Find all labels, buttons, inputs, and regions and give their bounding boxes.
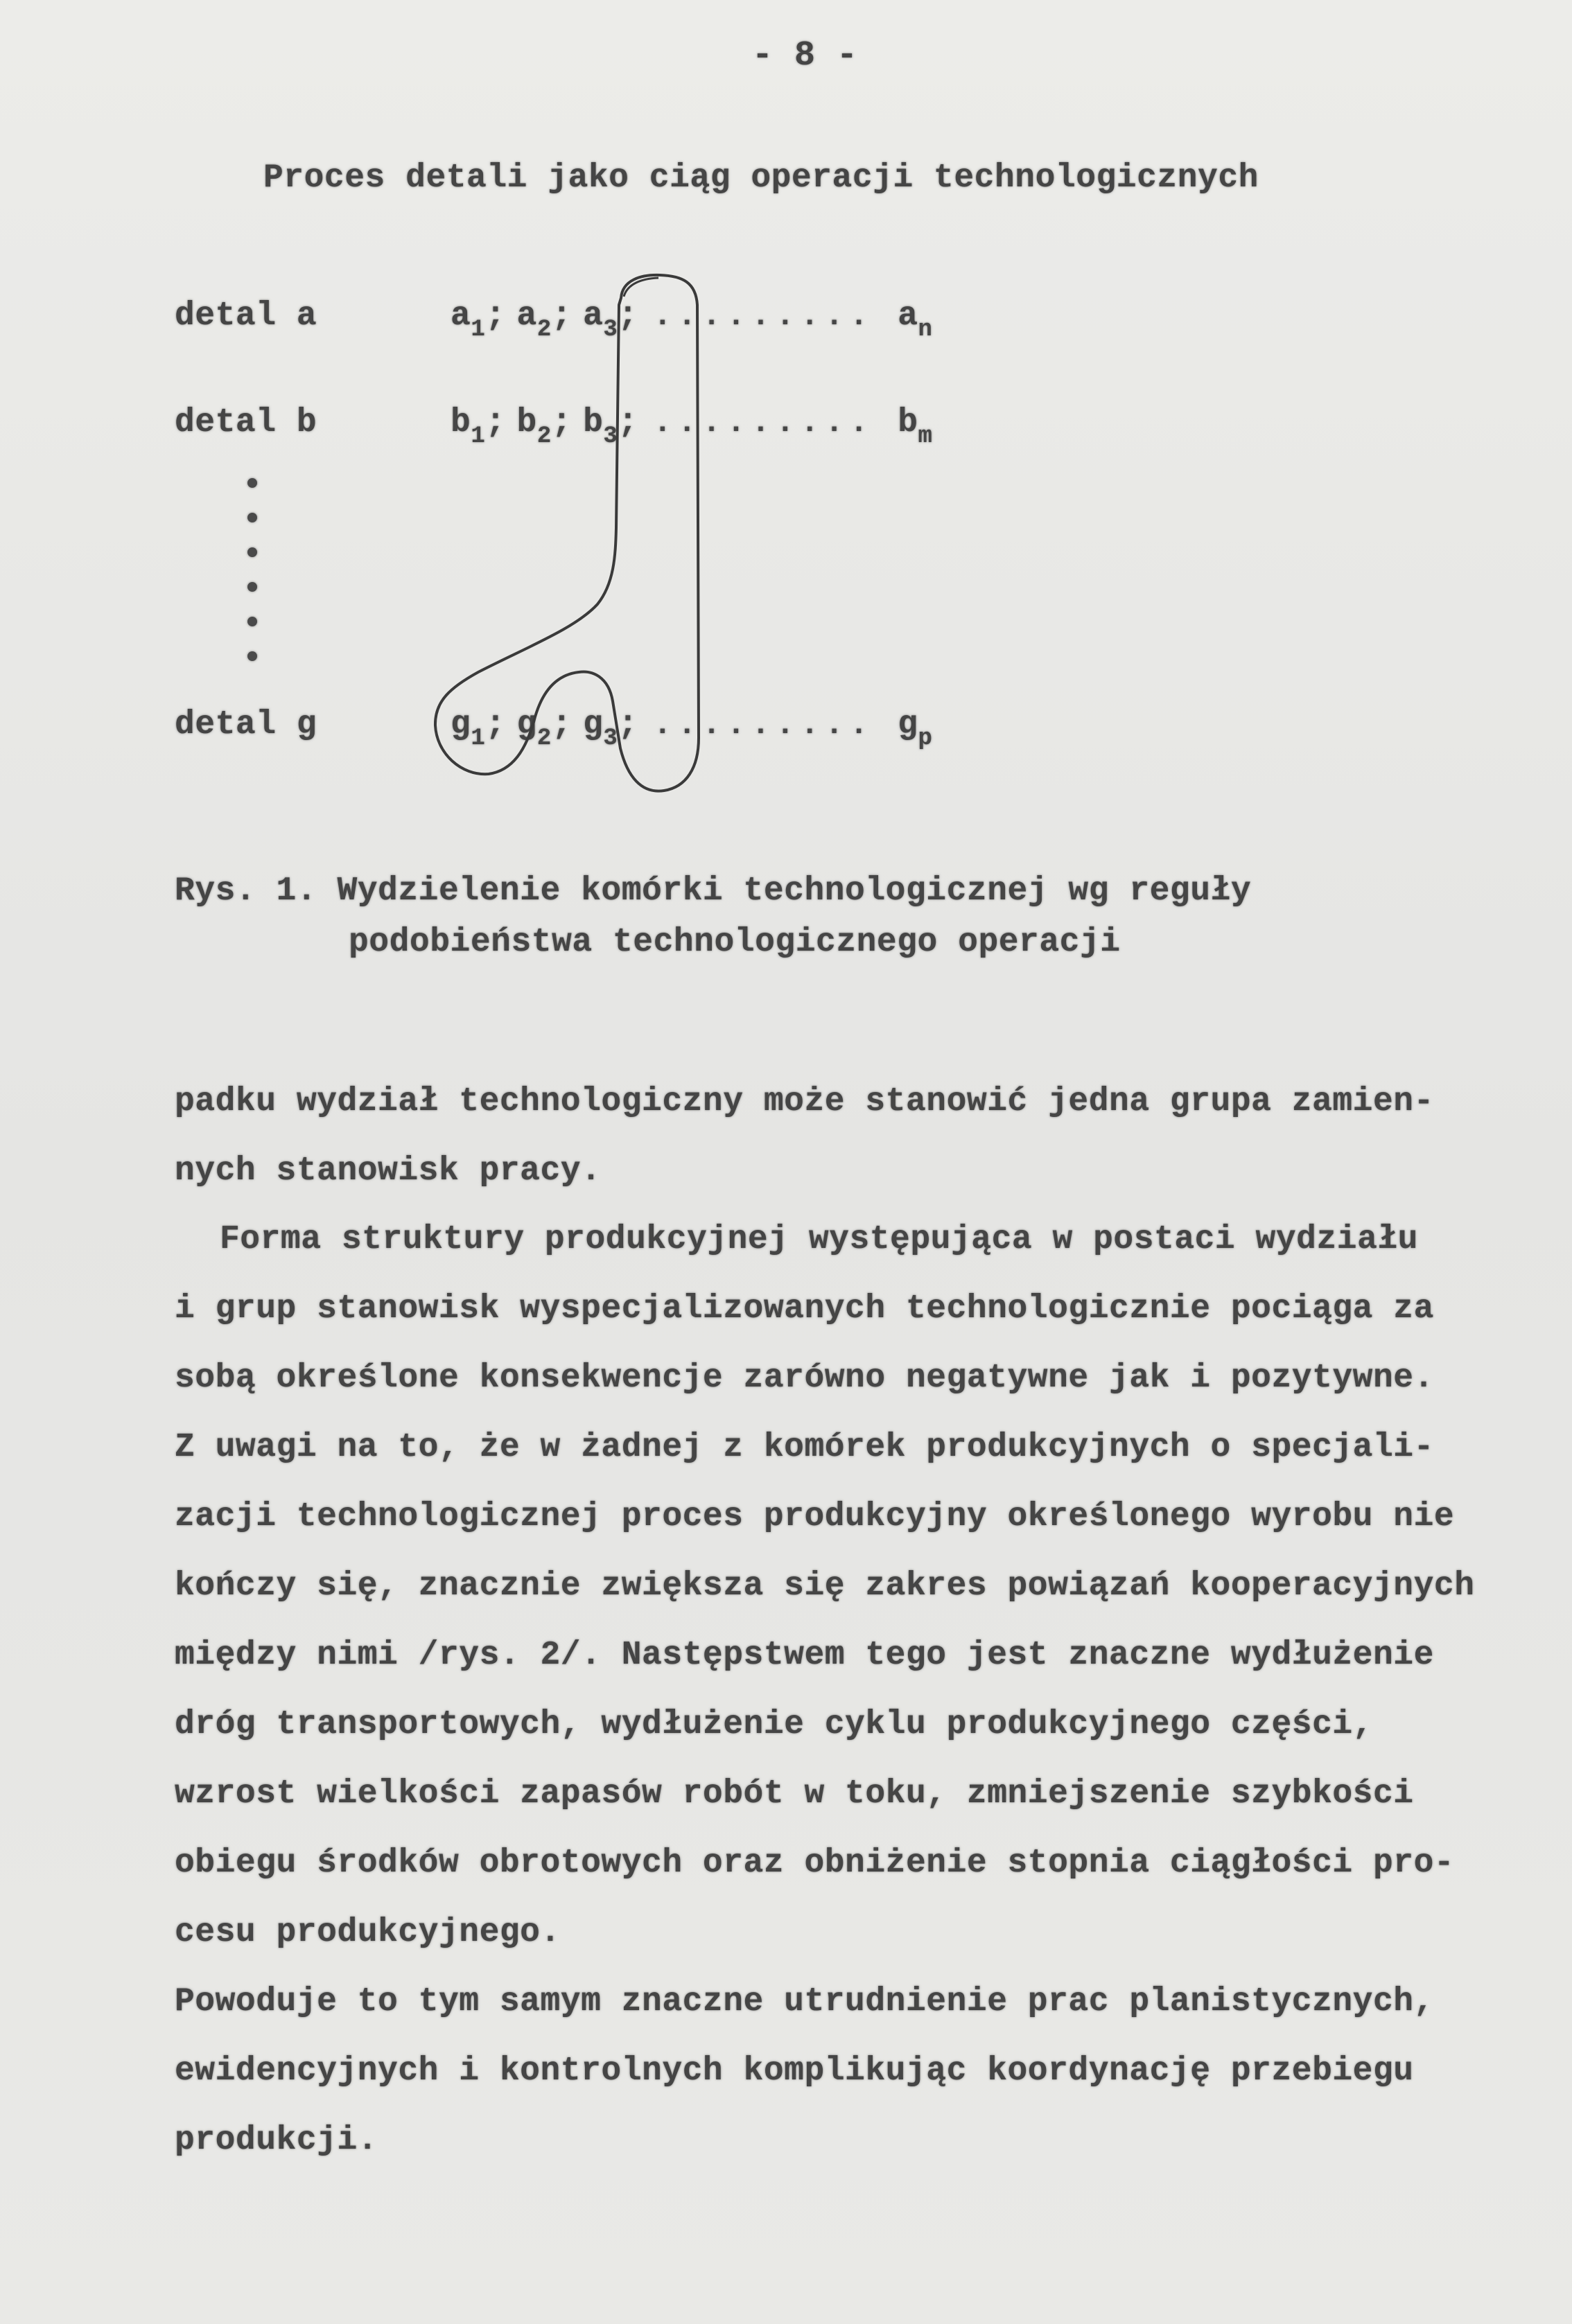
- item-subscript: 3: [603, 725, 618, 752]
- item-base: b: [516, 404, 537, 441]
- dots-b: .........: [653, 406, 875, 441]
- body-line: Z uwagi na to, że w żadnej z komórek produkcyjnych o specjali-: [175, 1429, 1434, 1466]
- item-subscript: 2: [536, 725, 552, 752]
- page-number: - 8 -: [752, 36, 858, 76]
- item-separator: ;: [618, 297, 638, 335]
- row-items-g: [451, 706, 933, 752]
- body-line: produkcji.: [175, 2122, 378, 2159]
- body-line: i grup stanowisk wyspecjalizowanych technologicznie pociąga za: [175, 1290, 1434, 1328]
- item-base: b: [898, 404, 918, 441]
- body-line: dróg transportowych, wydłużenie cyklu produkcyjnego części,: [175, 1706, 1373, 1743]
- item-subscript: 1: [471, 423, 486, 450]
- item-separator: ;: [551, 297, 573, 335]
- dots-g: .........: [653, 708, 875, 743]
- body-line: sobą określone konsekwencje zarówno negatywne jak i pozytywne.: [175, 1359, 1434, 1397]
- item-base: b: [583, 404, 604, 441]
- body-line: ewidencyjnych i kontrolnych komplikując koordynację przebiegu: [175, 2052, 1414, 2090]
- figure-caption-line-2: podobieństwa technologicznego operacji: [349, 924, 1121, 961]
- item-a3: [583, 297, 649, 343]
- item-subscript: 1: [471, 317, 486, 343]
- item-base: g: [516, 706, 537, 743]
- body-line: między nimi /rys. 2/. Następstwem tego jest znaczne wydłużenie: [175, 1637, 1434, 1674]
- item-base: b: [451, 404, 471, 441]
- item-g3: [583, 706, 649, 752]
- item-base: g: [898, 706, 918, 743]
- item-separator: ;: [618, 706, 638, 743]
- item-b3: [583, 404, 649, 450]
- body-line: Forma struktury produkcyjnej występująca w postaci wydziału: [220, 1221, 1418, 1258]
- vertical-ellipsis-dot: [247, 547, 257, 557]
- item-b2: [516, 404, 584, 450]
- row-label-b: detal b: [175, 404, 317, 441]
- item-separator: ;: [618, 404, 638, 441]
- item-base: a: [451, 297, 471, 335]
- item-base: a: [898, 297, 918, 335]
- row-items-b: [451, 404, 933, 450]
- item-subscript: n: [918, 317, 933, 343]
- item-subscript: 3: [603, 423, 618, 450]
- diagram-title: Proces detali jako ciąg operacji technologicznych: [263, 159, 1259, 197]
- item-subscript: 2: [536, 317, 552, 343]
- item-base: g: [583, 706, 604, 743]
- item-separator: ;: [485, 706, 506, 743]
- dots-a: .........: [653, 299, 875, 334]
- item-a2: [516, 297, 584, 343]
- item-b1: [451, 404, 517, 450]
- vertical-ellipsis-dot: [247, 513, 257, 522]
- item-g2: [516, 706, 584, 752]
- vertical-ellipsis-dot: [247, 478, 257, 488]
- item-subscript: 1: [471, 725, 486, 752]
- item-separator: ;: [551, 706, 573, 743]
- body-line: cesu produkcyjnego.: [175, 1914, 561, 1951]
- body-line: wzrost wielkości zapasów robót w toku, zmniejszenie szybkości: [175, 1775, 1414, 1813]
- item-an: [898, 297, 933, 343]
- item-base: a: [516, 297, 537, 335]
- item-subscript: m: [918, 423, 933, 450]
- item-bm: [898, 404, 933, 450]
- figure-caption-line-1: Rys. 1. Wydzielenie komórki technologicznej wg reguły: [175, 872, 1252, 910]
- vertical-ellipsis-dot: [247, 582, 257, 592]
- item-gp: [898, 706, 933, 752]
- body-line: zacji technologicznej proces produkcyjny określonego wyrobu nie: [175, 1498, 1455, 1535]
- body-line: kończy się, znacznie zwiększa się zakres powiązań kooperacyjnych: [175, 1567, 1475, 1605]
- item-subscript: 3: [603, 317, 618, 343]
- vertical-ellipsis-dot: [247, 651, 257, 661]
- item-base: g: [451, 706, 471, 743]
- body-line: Powoduje to tym samym znaczne utrudnienie prac planistycznych,: [175, 1983, 1434, 2021]
- vertical-ellipsis-dot: [247, 617, 257, 626]
- item-separator: ;: [551, 404, 573, 441]
- item-subscript: 2: [536, 423, 552, 450]
- body-line: nych stanowisk pracy.: [175, 1152, 602, 1190]
- item-g1: [451, 706, 517, 752]
- item-base: a: [583, 297, 604, 335]
- row-items-a: [451, 297, 933, 343]
- item-subscript: p: [918, 725, 933, 752]
- body-line: padku wydział technologiczny może stanowić jedna grupa zamien-: [175, 1083, 1434, 1120]
- item-separator: ;: [485, 297, 506, 335]
- row-label-g: detal g: [175, 706, 317, 743]
- item-a1: [451, 297, 517, 343]
- item-separator: ;: [485, 404, 506, 441]
- body-line: obiegu środków obrotowych oraz obniżenie stopnia ciągłości pro-: [175, 1845, 1455, 1882]
- row-label-a: detal a: [175, 297, 317, 335]
